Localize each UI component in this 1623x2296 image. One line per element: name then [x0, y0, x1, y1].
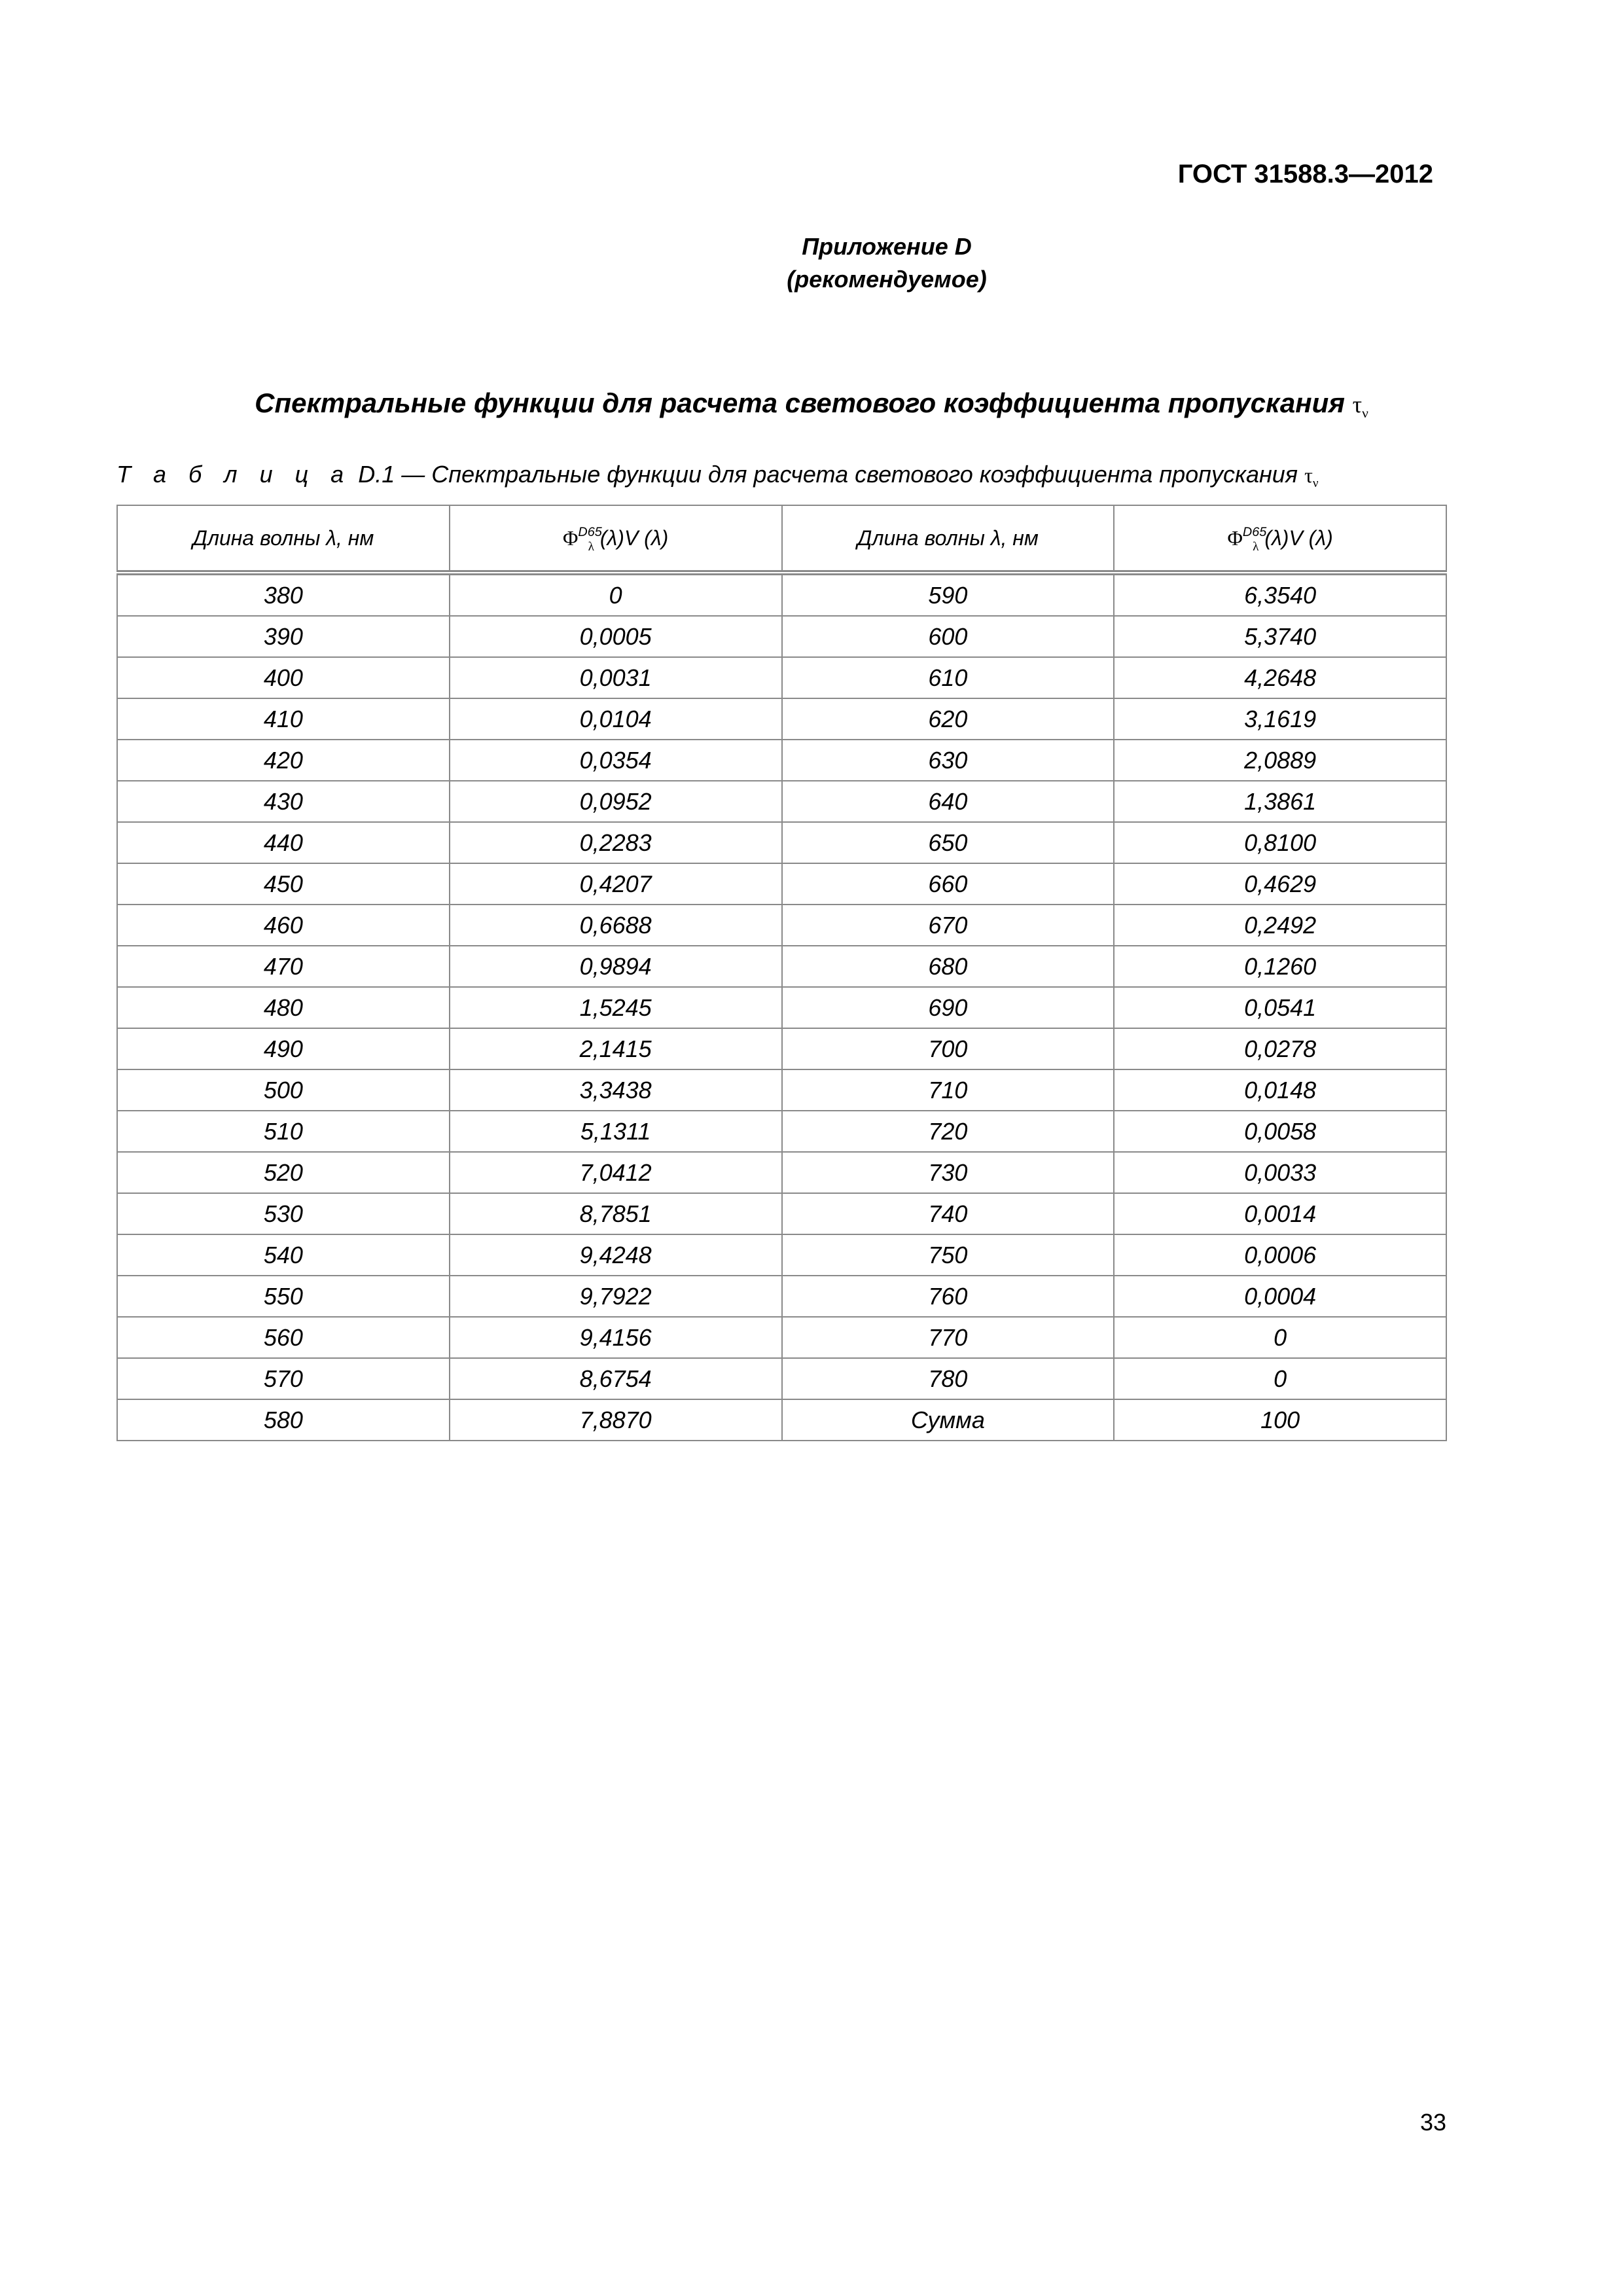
table-cell: 0,4629 — [1114, 863, 1446, 905]
table-cell: 4,2648 — [1114, 657, 1446, 698]
table-cell: 0,0014 — [1114, 1193, 1446, 1234]
table-row — [117, 1317, 1446, 1358]
table-row — [117, 1276, 1446, 1317]
table-cell: 0 — [1114, 1358, 1446, 1399]
table-row — [117, 863, 1446, 905]
table-row — [117, 822, 1446, 863]
table-cell: 8,7851 — [450, 1193, 782, 1234]
table-cell: 520 — [117, 1152, 450, 1193]
caption-label: Т а б л и ц а — [116, 461, 352, 488]
table-cell: 720 — [782, 1111, 1115, 1152]
table-cell: 3,3438 — [450, 1069, 782, 1111]
table-row — [117, 946, 1446, 987]
table-cell: 1,3861 — [1114, 781, 1446, 822]
table-cell: 470 — [117, 946, 450, 987]
table-cell: 0,2492 — [1114, 905, 1446, 946]
table-cell: 530 — [117, 1193, 450, 1234]
table-cell: 750 — [782, 1234, 1115, 1276]
table-cell: 680 — [782, 946, 1115, 987]
table-cell: 650 — [782, 822, 1115, 863]
table-cell: 510 — [117, 1111, 450, 1152]
spectral-table — [116, 505, 1447, 1441]
table-cell: Сумма — [782, 1399, 1115, 1441]
table-row — [117, 1234, 1446, 1276]
table-cell: 0,0952 — [450, 781, 782, 822]
annex-block — [0, 230, 1623, 296]
table-cell: 780 — [782, 1358, 1115, 1399]
table-cell: 9,4248 — [450, 1234, 782, 1276]
table-cell: 5,3740 — [1114, 616, 1446, 657]
table-cell: 2,0889 — [1114, 740, 1446, 781]
table-cell: 0,0058 — [1114, 1111, 1446, 1152]
table-row — [117, 740, 1446, 781]
table-cell: 0,0033 — [1114, 1152, 1446, 1193]
table-cell: 7,0412 — [450, 1152, 782, 1193]
caption-text: Спектральные функции для расчета светового коэффициента пропускания — [431, 461, 1298, 488]
table-row — [117, 905, 1446, 946]
table-cell: 660 — [782, 863, 1115, 905]
table-cell: 0,9894 — [450, 946, 782, 987]
table-cell: 0 — [450, 573, 782, 616]
header-function-2: $\Phi^{D65}_\lambda$ (λ)V (λ) — [1114, 505, 1446, 573]
table-row — [117, 573, 1446, 616]
table-cell: 0,1260 — [1114, 946, 1446, 987]
table-row — [117, 1069, 1446, 1111]
table-row — [117, 616, 1446, 657]
table-cell: 740 — [782, 1193, 1115, 1234]
table-cell: 380 — [117, 573, 450, 616]
table-row — [117, 1193, 1446, 1234]
table-cell: 0,2283 — [450, 822, 782, 863]
table-cell: 2,1415 — [450, 1028, 782, 1069]
table-cell: 540 — [117, 1234, 450, 1276]
table-row — [117, 698, 1446, 740]
table-cell: 460 — [117, 905, 450, 946]
table-cell: 0,6688 — [450, 905, 782, 946]
table-cell: 400 — [117, 657, 450, 698]
table-row — [117, 987, 1446, 1028]
table-row — [117, 781, 1446, 822]
table-caption — [116, 461, 1319, 488]
table-header-row — [117, 505, 1446, 573]
table-cell: 0,0148 — [1114, 1069, 1446, 1111]
table-cell: 0,0031 — [450, 657, 782, 698]
table-cell: 670 — [782, 905, 1115, 946]
table-cell: 620 — [782, 698, 1115, 740]
table-cell: 0,4207 — [450, 863, 782, 905]
table-row — [117, 1399, 1446, 1441]
table-cell: 710 — [782, 1069, 1115, 1111]
table-cell: 9,7922 — [450, 1276, 782, 1317]
table-cell: 630 — [782, 740, 1115, 781]
table-cell: 450 — [117, 863, 450, 905]
caption-tau-symbol: $\tau_\nu$ — [1304, 463, 1319, 490]
table-cell: 700 — [782, 1028, 1115, 1069]
annex-title: Приложение D — [802, 233, 972, 260]
caption-number: D.1 — — [358, 461, 425, 488]
table-cell: 100 — [1114, 1399, 1446, 1441]
table-cell: 0,0104 — [450, 698, 782, 740]
tau-symbol: $\tau_\nu$ — [1352, 391, 1368, 421]
table-cell: 430 — [117, 781, 450, 822]
table-cell: 440 — [117, 822, 450, 863]
table-cell: 550 — [117, 1276, 450, 1317]
table-row — [117, 1152, 1446, 1193]
table-cell: 730 — [782, 1152, 1115, 1193]
table-cell: 0,0006 — [1114, 1234, 1446, 1276]
table-cell: 590 — [782, 573, 1115, 616]
table-cell: 770 — [782, 1317, 1115, 1358]
document-code: ГОСТ 31588.3—2012 — [1177, 160, 1433, 188]
table-cell: 570 — [117, 1358, 450, 1399]
table-cell: 9,4156 — [450, 1317, 782, 1358]
table-cell: 760 — [782, 1276, 1115, 1317]
header-wavelength-1: Длина волны λ, нм — [117, 505, 450, 573]
table-cell: 0,8100 — [1114, 822, 1446, 863]
header-function-1: $\Phi^{D65}_\lambda$ (λ)V (λ) — [450, 505, 782, 573]
table-cell: 580 — [117, 1399, 450, 1441]
page-heading — [0, 387, 1623, 419]
table-cell: 6,3540 — [1114, 573, 1446, 616]
table-row — [117, 1111, 1446, 1152]
table-cell: 5,1311 — [450, 1111, 782, 1152]
table-cell: 7,8870 — [450, 1399, 782, 1441]
table-cell: 560 — [117, 1317, 450, 1358]
heading-text: Спектральные функции для расчета светового коэффициента пропускания — [255, 387, 1345, 418]
table-row — [117, 1028, 1446, 1069]
table-row — [117, 1358, 1446, 1399]
table-cell: 690 — [782, 987, 1115, 1028]
table-cell: 0,0004 — [1114, 1276, 1446, 1317]
annex-status: (рекомендуемое) — [787, 266, 987, 293]
table-cell: 410 — [117, 698, 450, 740]
table-cell: 480 — [117, 987, 450, 1028]
table-cell: 1,5245 — [450, 987, 782, 1028]
table-cell: 0 — [1114, 1317, 1446, 1358]
table-cell: 390 — [117, 616, 450, 657]
page-number: 33 — [1419, 2109, 1446, 2136]
table-cell: 0,0354 — [450, 740, 782, 781]
table-row — [117, 657, 1446, 698]
table-cell: 0,0278 — [1114, 1028, 1446, 1069]
table-cell: 600 — [782, 616, 1115, 657]
header-wavelength-2: Длина волны λ, нм — [782, 505, 1115, 573]
table-cell: 640 — [782, 781, 1115, 822]
table-cell: 500 — [117, 1069, 450, 1111]
table-cell: 420 — [117, 740, 450, 781]
table-cell: 490 — [117, 1028, 450, 1069]
table-cell: 8,6754 — [450, 1358, 782, 1399]
table-cell: 3,1619 — [1114, 698, 1446, 740]
table-cell: 0,0541 — [1114, 987, 1446, 1028]
table-cell: 610 — [782, 657, 1115, 698]
table-body — [117, 573, 1446, 1441]
table-cell: 0,0005 — [450, 616, 782, 657]
